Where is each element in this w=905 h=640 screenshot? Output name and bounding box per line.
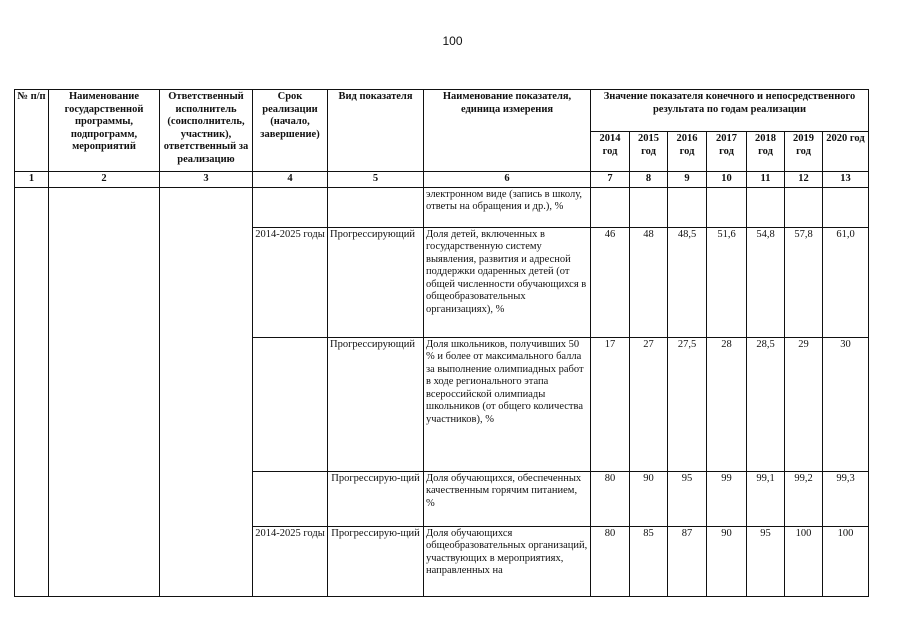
cell-value: 17 (591, 337, 630, 471)
header-program: Наименование государственной программы, подпрограмм, мероприятий (49, 90, 160, 172)
cell-value: 27,5 (668, 337, 707, 471)
header-num: № п/п (15, 90, 49, 172)
column-number: 11 (747, 172, 785, 188)
header-year: 2019 год (785, 132, 823, 172)
cell-value: 99,2 (785, 471, 823, 526)
column-number: 5 (328, 172, 424, 188)
cell-value (707, 187, 747, 227)
indicators-table (14, 89, 869, 597)
cell-indicator-name: Доля детей, включенных в государственную систему выявления, развития и адресной поддержки одаренных детей (от общей численности обучающихся в общеобразовательных организациях), % (424, 227, 591, 337)
cell-type: Прогрессирующий (328, 337, 424, 471)
cell-value: 85 (630, 526, 668, 596)
cell-value: 48,5 (668, 227, 707, 337)
cell-period: 2014-2025 годы (253, 227, 328, 337)
column-number: 12 (785, 172, 823, 188)
cell-value (630, 187, 668, 227)
cell-value: 80 (591, 526, 630, 596)
cell-value (591, 187, 630, 227)
header-year: 2014 год (591, 132, 630, 172)
column-number: 10 (707, 172, 747, 188)
cell-value: 30 (823, 337, 869, 471)
cell-type: Прогрессирую-щий (328, 526, 424, 596)
cell-value (668, 187, 707, 227)
cell-value (747, 187, 785, 227)
cell-value: 100 (823, 526, 869, 596)
cell-period: 2014-2025 годы (253, 526, 328, 596)
cell-value: 99 (707, 471, 747, 526)
column-number: 6 (424, 172, 591, 188)
cell-program (49, 187, 160, 596)
cell-value: 57,8 (785, 227, 823, 337)
column-number: 1 (15, 172, 49, 188)
cell-value: 28,5 (747, 337, 785, 471)
cell-value: 90 (707, 526, 747, 596)
column-number: 7 (591, 172, 630, 188)
header-period: Срок реализации (начало, завершение) (253, 90, 328, 172)
cell-value: 28 (707, 337, 747, 471)
cell-indicator-name: Доля обучающихся, обеспеченных качественным горячим питанием, % (424, 471, 591, 526)
header-values-group: Значение показателя конечного и непосредственного результата по годам реализации (591, 90, 869, 132)
cell-type (328, 187, 424, 227)
cell-num (15, 187, 49, 596)
cell-value: 46 (591, 227, 630, 337)
header-year: 2020 год (823, 132, 869, 172)
cell-value: 51,6 (707, 227, 747, 337)
header-year: 2018 год (747, 132, 785, 172)
cell-value: 48 (630, 227, 668, 337)
column-number: 4 (253, 172, 328, 188)
cell-indicator-name: Доля школьников, получивших 50 % и более от максимального балла за выполнение олимпиадных работ в ходе регионального этапа всероссийской олимпиады школьников (от общего количества участников), % (424, 337, 591, 471)
column-number: 9 (668, 172, 707, 188)
cell-indicator-name: Доля обучающихся общеобразовательных организаций, участвующих в мероприятиях, направленных на (424, 526, 591, 596)
header-year: 2017 год (707, 132, 747, 172)
cell-value: 61,0 (823, 227, 869, 337)
column-number: 13 (823, 172, 869, 188)
cell-value: 80 (591, 471, 630, 526)
column-number: 3 (160, 172, 253, 188)
cell-value (785, 187, 823, 227)
cell-period (253, 471, 328, 526)
cell-value: 27 (630, 337, 668, 471)
cell-value: 99,3 (823, 471, 869, 526)
page-number: 100 (442, 34, 463, 48)
cell-value: 29 (785, 337, 823, 471)
cell-value: 100 (785, 526, 823, 596)
column-number-row (15, 172, 869, 188)
cell-indicator-name: электронном виде (запись в школу, ответы на обращения и др.), % (424, 187, 591, 227)
cell-value: 99,1 (747, 471, 785, 526)
cell-value: 95 (668, 471, 707, 526)
cell-value: 87 (668, 526, 707, 596)
cell-period (253, 337, 328, 471)
cell-value (823, 187, 869, 227)
header-indicator-type: Вид показателя (328, 90, 424, 172)
header-year: 2015 год (630, 132, 668, 172)
header-indicator-name: Наименование показателя, единица измерения (424, 90, 591, 172)
table-row (15, 187, 869, 227)
cell-executor (160, 187, 253, 596)
column-number: 2 (49, 172, 160, 188)
cell-value: 95 (747, 526, 785, 596)
header-executor: Ответственный исполнитель (соисполнитель, участник), ответственный за реализацию (160, 90, 253, 172)
cell-value: 90 (630, 471, 668, 526)
column-number: 8 (630, 172, 668, 188)
cell-type: Прогрессирую-щий (328, 471, 424, 526)
cell-period (253, 187, 328, 227)
cell-value: 54,8 (747, 227, 785, 337)
header-year: 2016 год (668, 132, 707, 172)
cell-type: Прогрессирующий (328, 227, 424, 337)
